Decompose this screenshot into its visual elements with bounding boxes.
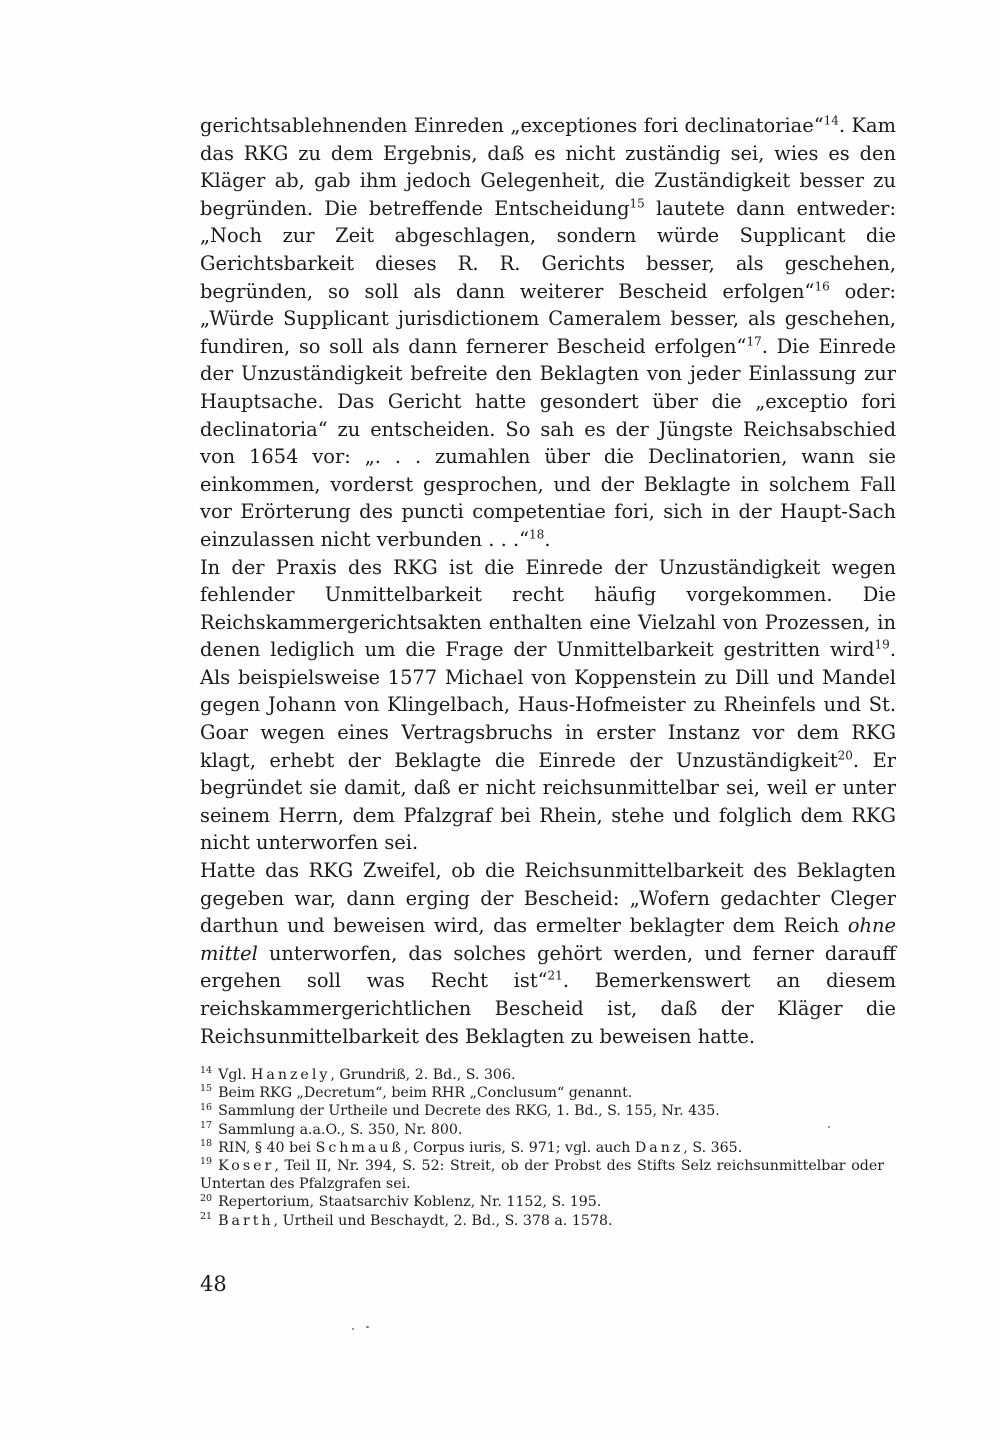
author-name: Hanzely: [250, 1067, 331, 1083]
author-name: Schmauß: [315, 1139, 404, 1156]
footnote-text: Repertorium, Staatsarchiv Koblenz, Nr. 1152, S. 195.: [218, 1194, 602, 1211]
body-text: . Kam das RKG zu dem Ergebnis, daß es nicht zuständig sei, wies es den Kläger ab, gab ihm jedoch Gelegenheit, die Zuständigkeit besser zu begründen. Die betreffende Entscheidung: [200, 114, 896, 220]
footnote-number: 15: [200, 1083, 213, 1095]
footnote: [200, 1139, 884, 1157]
footnote-text: , Urtheil und Beschaydt, 2. Bd., S. 378 a. 1578.: [273, 1212, 613, 1229]
scan-speck: [828, 1126, 830, 1128]
footnote-ref: 17: [746, 334, 762, 349]
footnote-ref: 21: [547, 968, 563, 983]
page-number: 48: [200, 1272, 227, 1296]
footnote: [200, 1102, 884, 1120]
footnote-number: 20: [200, 1192, 213, 1204]
scan-speck: [366, 1326, 369, 1328]
footnote-text: RIN, § 40 bei: [218, 1139, 316, 1156]
footnote-text: Sammlung der Urtheile und Decrete des RKG, 1. Bd., S. 155, Nr. 435.: [218, 1103, 720, 1120]
footnote: [200, 1084, 884, 1102]
footnote-text: , S. 365.: [683, 1139, 743, 1156]
body-text: unterworfen, das solches gehört werden, und ferner darauff ergehen soll was Recht ist“: [200, 941, 896, 993]
footnote: [200, 1121, 884, 1139]
footnote-ref: 16: [814, 279, 830, 294]
footnote-text: , Corpus iuris, S. 971; vgl. auch: [403, 1139, 635, 1156]
paragraph: [200, 554, 896, 858]
footnote-text: Sammlung a.a.O., S. 350, Nr. 800.: [218, 1121, 463, 1138]
body-text: gerichtsablehnenden Einreden „exceptiones fori declinatoriae“: [200, 114, 824, 137]
main-text: [200, 112, 896, 1050]
author-name: Danz: [634, 1139, 684, 1156]
footnote: [200, 1157, 884, 1193]
footnote-text: Beim RKG „Decretum“, beim RHR „Conclusum“ genannt.: [218, 1085, 633, 1102]
paragraph: [200, 112, 896, 554]
author-name: Barth: [218, 1212, 274, 1229]
body-text: . Die Einrede der Unzuständigkeit befreite den Beklagten von jeder Einlassung zur Hauptsache. Das Gericht hatte gesondert über die „exceptio fori declinatoria“ zu entscheiden. So sah es der Jüngste Reichsabschied von 1654 vor: „. . . zumahlen über die Declinatorien, wann sie einkommen, vorderst gesprochen, und der Beklagte in solchem Fall vor Erörterung des puncti competentiae fori, sich in der Haupt-Sach einzulassen nicht verbunden . . .“: [200, 334, 896, 551]
footnote-ref: 14: [823, 113, 839, 128]
body-text: .: [544, 527, 551, 551]
scan-speck: [352, 1328, 354, 1330]
footnote: [200, 1212, 884, 1230]
footnote-ref: 20: [837, 748, 853, 763]
body-text: . Er begründet sie damit, daß er nicht reichsunmittelbar sei, weil er unter seinem Herrn, dem Pfalzgraf bei Rhein, stehe und folglich dem RKG nicht unterworfen sei.: [200, 748, 896, 855]
footnote-number: 16: [200, 1101, 213, 1113]
body-text: . Bemerkenswert an diesem reichskammergerichtlichen Bescheid ist, daß der Kläger die Reichsunmittelbarkeit des Beklagten zu beweisen hatte.: [200, 969, 897, 1048]
body-text: In der Praxis des RKG ist die Einrede der Unzuständigkeit wegen fehlender Unmittelbarkeit recht häufig vorgekommen. Die Reichskammergerichtsakten enthalten eine Vielzahl von Prozessen, in denen lediglich um die Frage der Unmittelbarkeit gestritten wird: [200, 555, 896, 662]
footnote-number: 21: [200, 1210, 213, 1222]
emphasis-text: ohne mittel: [200, 914, 896, 965]
paragraph: [200, 857, 896, 1050]
footnote-text: Vgl.: [218, 1067, 251, 1083]
body-text: Hatte das RKG Zweifel, ob die Reichsunmittelbarkeit des Beklagten gegeben war, dann erging der Bescheid: „Wofern gedachter Cleger darthun und beweisen wird, das ermelter beklagter dem Reich: [200, 859, 896, 938]
footnote-number: 18: [200, 1138, 213, 1150]
body-text: . Als beispielsweise 1577 Michael von Koppenstein zu Dill und Mandel gegen Johann von Klingelbach, Haus-Hofmeister zu Rheinfels und St. Goar wegen eines Vertragsbruchs in erster Instanz vor dem RKG klagt, erhebt der Beklagte die Einrede der Unzuständigkeit: [200, 638, 896, 772]
footnote-ref: 19: [874, 637, 890, 652]
footnote-number: 14: [200, 1065, 213, 1077]
footnote-text: , Teil II, Nr. 394, S. 52: Streit, ob der Probst des Stifts Selz reichsunmittelbar oder Untertan des Pfalzgrafen sei.: [200, 1158, 884, 1193]
body-text: lautete dann entweder: „Noch zur Zeit abgeschlagen, sondern würde Supplicant die Gerichtsbarkeit dieses R. R. Gerichts besser, als geschehen, begründen, so soll als dann weiterer Bescheid erfolgen“: [200, 196, 896, 303]
footnote-number: 19: [200, 1156, 213, 1168]
author-name: Koser: [218, 1158, 275, 1175]
footnote: [200, 1066, 884, 1084]
footnote-ref: 18: [529, 527, 545, 542]
footnote-ref: 15: [629, 196, 645, 211]
footnote: [200, 1193, 884, 1211]
footnote-text: , Grundriß, 2. Bd., S. 306.: [330, 1067, 516, 1083]
body-text: oder: „Würde Supplicant jurisdictionem Cameralem besser, als geschehen, fundiren, so soll als dann fernerer Bescheid erfolgen“: [200, 279, 896, 358]
footnote-number: 17: [200, 1119, 213, 1131]
footnotes: [200, 1066, 884, 1230]
